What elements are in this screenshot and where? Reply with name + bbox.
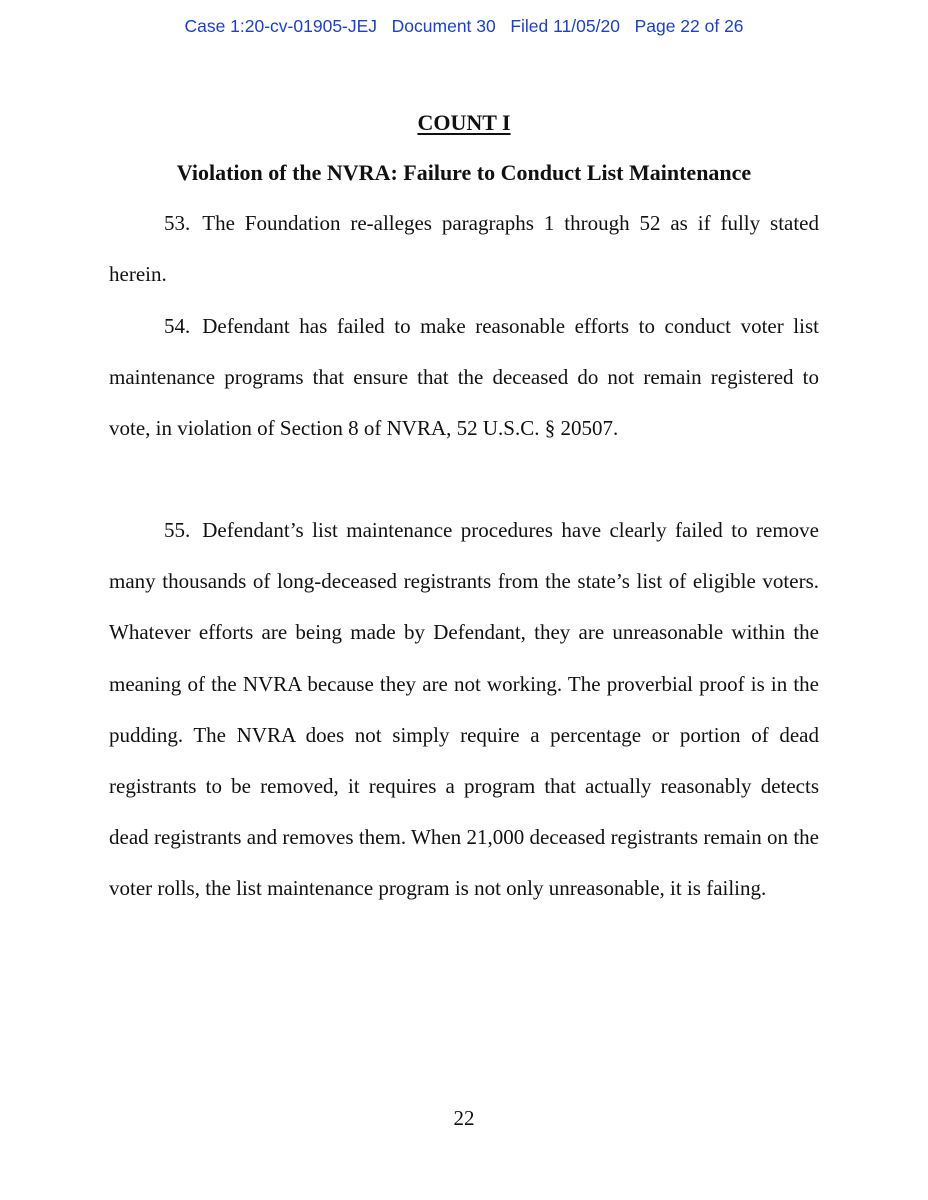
count-subtitle: Violation of the NVRA: Failure to Conduct List Maintenance [176,160,752,185]
page-number: 22 [453,1106,475,1130]
paragraph-54 [109,301,819,455]
paragraph-number: 55. [164,518,191,542]
filed-date: Filed 11/05/20 [510,16,620,36]
paragraph-55 [109,505,819,915]
document-number: Document 30 [391,16,496,36]
paragraph-number: 54. [164,314,191,338]
paragraph-number: 53. [164,211,191,235]
paragraph-text: Defendant has failed to make reasonable efforts to conduct voter list maintenance programs that ensure that the deceased do not remain registered to vote, in violation of Section 8 of NVRA, 52 U.S.C. § 20507. [109,314,819,441]
case-number: Case 1:20-cv-01905-JEJ [184,16,378,36]
ecf-filing-header [0,16,928,37]
paragraph-text: The Foundation re-alleges paragraphs 1 through 52 as if fully stated herein. [109,211,819,287]
paragraph-53 [109,198,819,300]
page-of-pages: Page 22 of 26 [634,16,744,36]
count-title: COUNT I [417,110,511,135]
paragraph-text: Defendant’s list maintenance procedures have clearly failed to remove many thousands of long-deceased registrants from the state’s list of eligible voters. Whatever efforts are being made by Defendant, they are unreasonable within the meaning of the NVRA because they are not working. The proverbial proof is in the pudding. The NVRA does not simply require a percentage or portion of dead registrants to be removed, it requires a program that actually reasonably detects dead registrants and removes them. When 21,000 deceased registrants remain on the voter rolls, the list maintenance program is not only unreasonable, it is failing. [109,518,819,901]
